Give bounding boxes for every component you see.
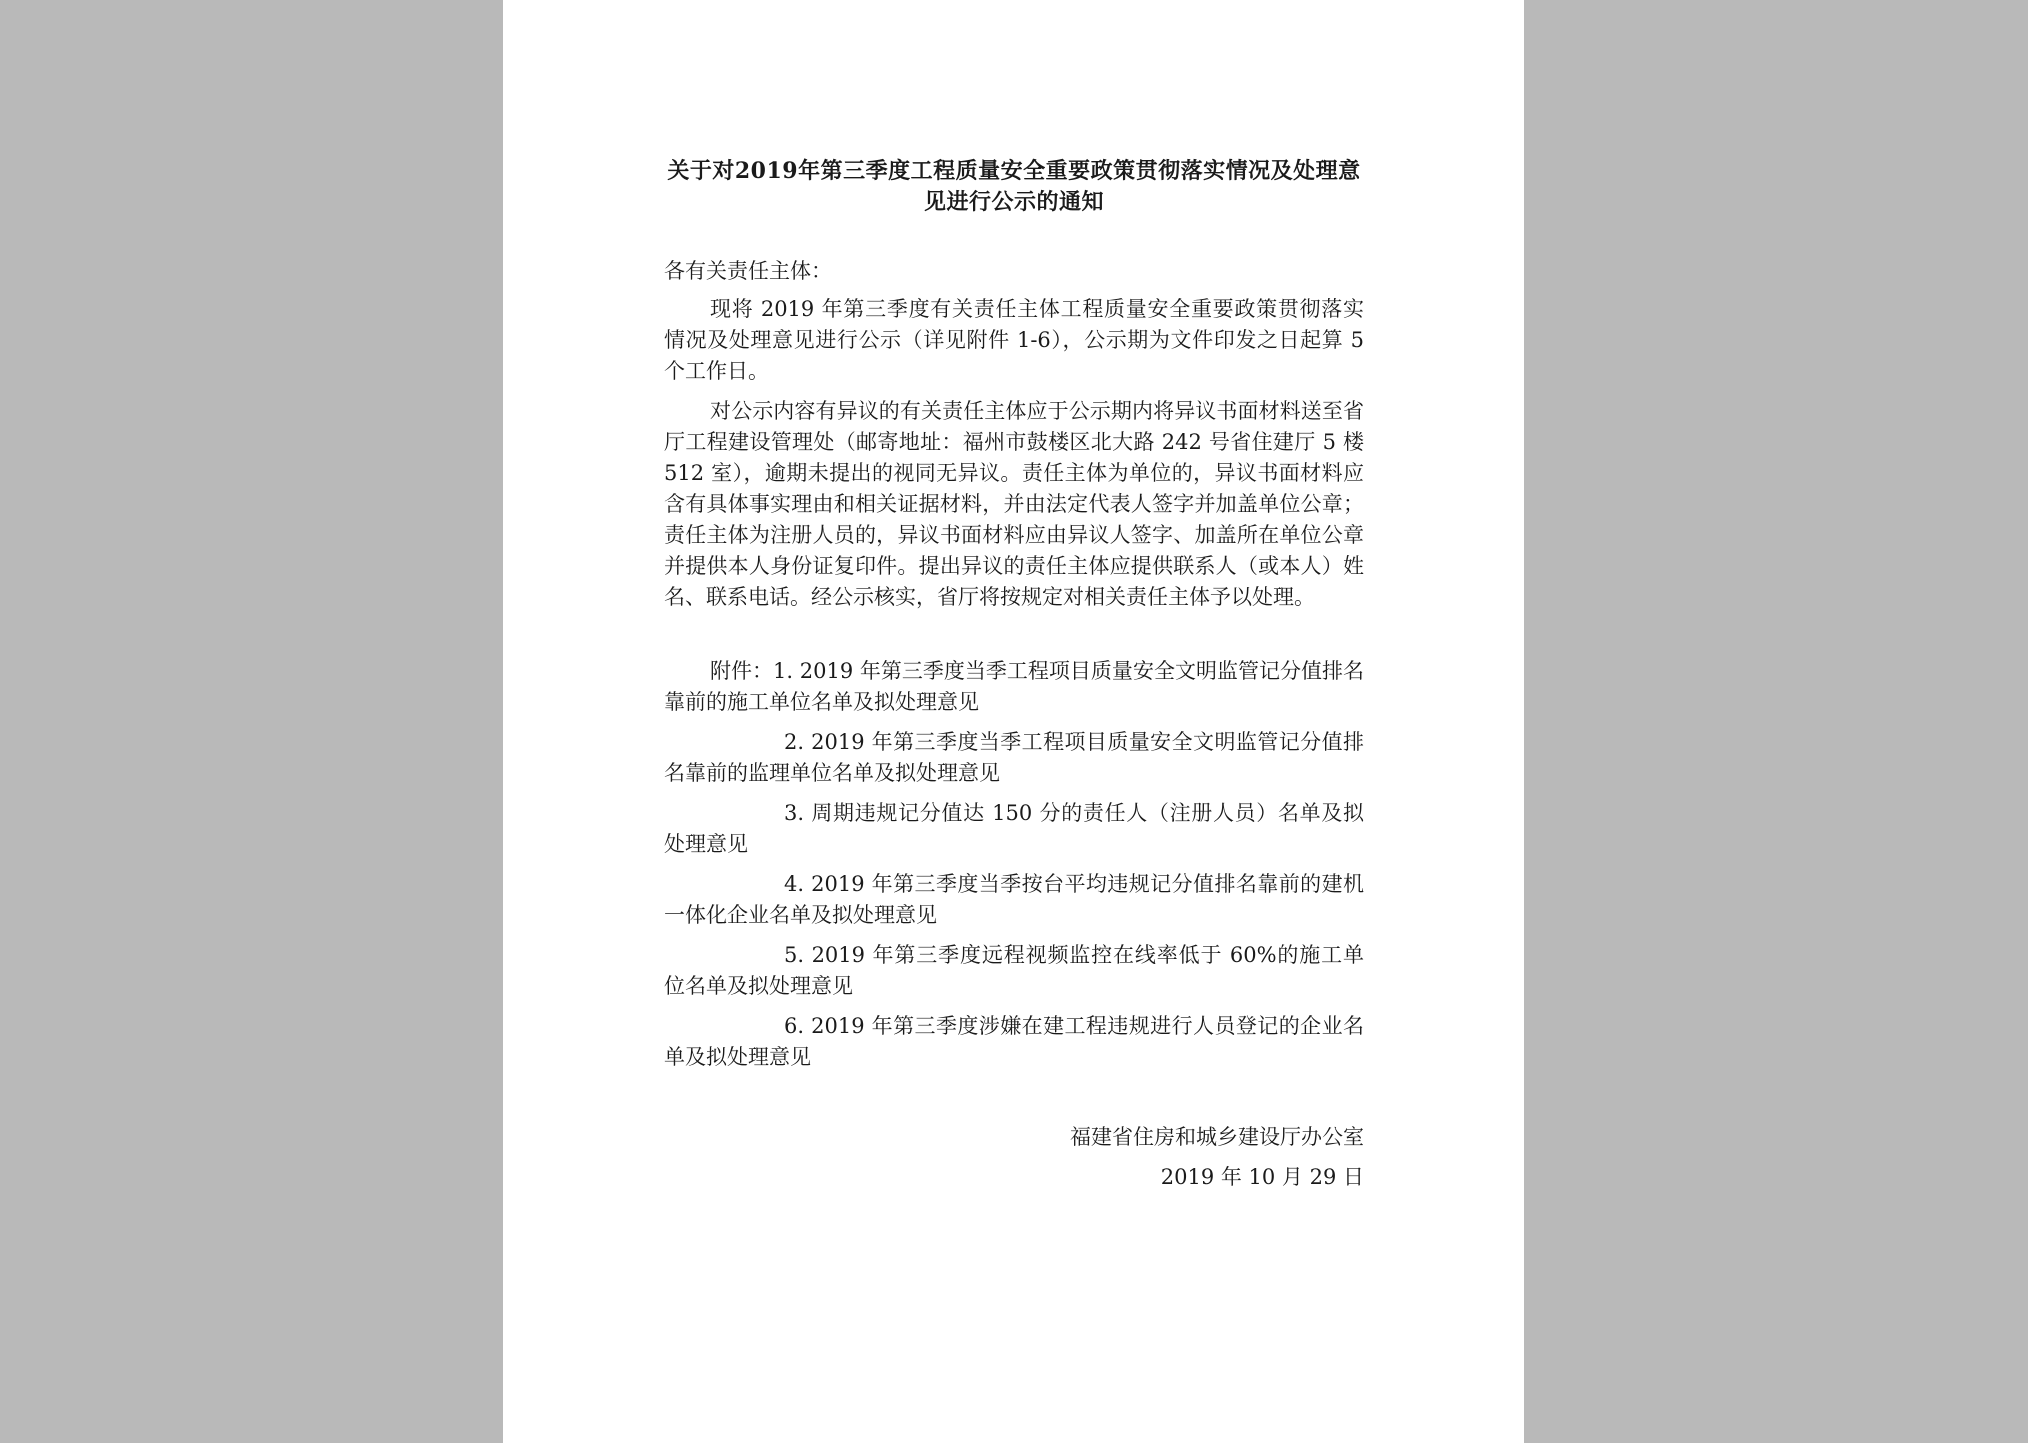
salutation: 各有关责任主体：	[664, 259, 832, 283]
issue-date: 2019 年 10 月 29 日	[1160, 1165, 1364, 1189]
issuer: 福建省住房和城乡建设厅办公室	[1070, 1125, 1364, 1149]
attachment-item-5: 5. 2019 年第三季度远程视频监控在线率低于 60%的施工单位名单及拟处理意见	[664, 943, 1364, 998]
attachment-item-2: 2. 2019 年第三季度当季工程项目质量安全文明监管记分值排名靠前的监理单位名单及拟处理意见	[664, 730, 1364, 785]
attachment-item-4: 4. 2019 年第三季度当季按台平均违规记分值排名靠前的建机一体化企业名单及拟处理意见	[664, 872, 1364, 927]
attachment-item-6: 6. 2019 年第三季度涉嫌在建工程违规进行人员登记的企业名单及拟处理意见	[664, 1014, 1364, 1069]
paragraph-announcement: 现将 2019 年第三季度有关责任主体工程质量安全重要政策贯彻落实情况及处理意见进行公示（详见附件 1-6），公示期为文件印发之日起算 5 个工作日。	[664, 297, 1364, 383]
attachment-item-3: 3. 周期违规记分值达 150 分的责任人（注册人员）名单及拟处理意见	[664, 801, 1364, 856]
paragraph-objection: 对公示内容有异议的有关责任主体应于公示期内将异议书面材料送至省厅工程建设管理处（邮寄地址：福州市鼓楼区北大路 242 号省住建厅 5 楼 512 室），逾期未提出的视同无异议。责任主体为单位的，异议书面材料应含有具体事实理由和相关证据材料，并由法定代表人签字并加盖单位公章；责任主体为注册人员的，异议书面材料应由异议人签字、加盖所在单位公章并提供本人身份证复印件。提出异议的责任主体应提供联系人（或本人）姓名、联系电话。经公示核实，省厅将按规定对相关责任主体予以处理。	[664, 399, 1364, 609]
document-page	[503, 0, 1524, 1443]
attachment-item-1: 附件：1. 2019 年第三季度当季工程项目质量安全文明监管记分值排名靠前的施工单位名单及拟处理意见	[664, 659, 1364, 714]
document-title: 关于对2019年第三季度工程质量安全重要政策贯彻落实情况及处理意见进行公示的通知	[667, 158, 1361, 215]
